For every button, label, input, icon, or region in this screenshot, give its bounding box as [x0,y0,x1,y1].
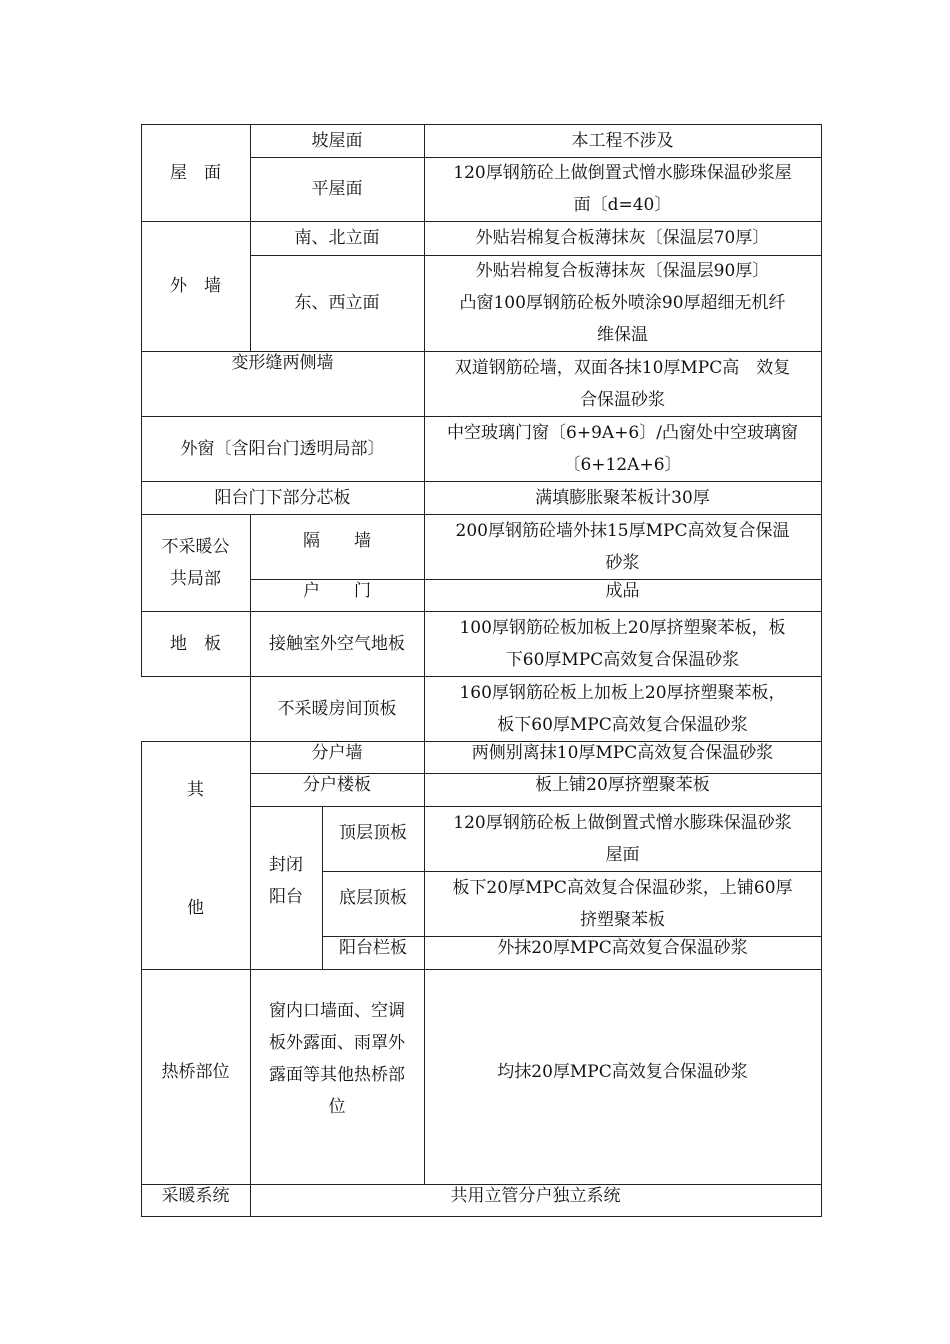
category-wall-label: 外 墙 [170,276,221,296]
item-thermal-bridge-line-3: 露面等其他热桥部 [269,1065,405,1085]
category-window [141,416,424,481]
value-top-slab [424,806,821,871]
value-bottom-slab-line-2: 挤塑聚苯板 [580,909,665,930]
item-slope-roof-label: 坡屋面 [311,130,363,151]
item-unit-floor-label: 分户楼板 [303,775,371,795]
value-deformation-joint-line-1: 双道钢筋砼墙，双面各抹10厚MPC高 效复 [454,357,791,378]
value-heating-system-text: 共用立管分户独立系统 [450,1186,621,1206]
value-window-line-1: 中空玻璃门窗〔6+9A+6〕/凸窗处中空玻璃窗 [447,422,798,443]
item-entrance-door [250,579,424,603]
value-entrance-door-text: 成品 [605,581,640,601]
value-flat-roof-line-2: 面〔d=40〕 [573,195,672,215]
value-unheated-ceiling-line-2: 板下60厚MPC高效复合保温砂浆 [497,714,748,735]
value-partition-wall-line-1: 200厚钢筋砼墙外抹15厚MPC高效复合保温 [455,520,790,541]
value-window-line-2: 〔6+12A+6〕 [563,454,682,475]
value-partition-wall-line-2: 砂浆 [605,552,640,573]
item-thermal-bridge-desc [250,969,424,1149]
item-unit-floor [250,773,424,797]
category-heating-system-label: 采暖系统 [161,1186,230,1206]
category-floor [141,611,250,676]
item-ns-facade-label: 南、北立面 [294,228,380,248]
value-ew-facade [424,255,821,351]
category-other-line-2 [141,892,250,924]
category-floor-label: 地 板 [170,633,221,654]
category-heating-system [141,1184,250,1208]
item-top-slab [322,806,424,860]
item-thermal-bridge-line-2: 板外露面、雨罩外 [269,1033,405,1053]
value-top-slab-line-2: 屋面 [605,844,640,865]
category-other-label-1: 其 [187,780,204,800]
item-enclosed-balcony-line-2: 阳台 [269,887,303,907]
value-balcony-rail [424,936,821,960]
table-border-bottom [141,1216,822,1217]
item-unheated-ceiling-label: 不采暖房间顶板 [277,698,397,719]
value-bottom-slab-line-1: 板下20厚MPC高效复合保温砂浆，上铺60厚 [452,877,793,898]
value-unit-floor-text: 板上铺20厚挤塑聚苯板 [535,775,710,795]
category-other-label-2: 他 [187,898,204,918]
value-ns-facade [424,221,821,255]
value-top-slab-line-1: 120厚钢筋砼板上做倒置式憎水膨珠保温砂浆 [453,812,792,833]
value-slope-roof [424,124,821,157]
item-partition-wall-label: 隔 墙 [303,531,371,551]
value-unit-wall [424,741,821,765]
value-unheated-ceiling-line-1: 160厚钢筋砼板上加板上20厚挤塑聚苯板， [459,682,786,703]
value-slope-roof-text: 本工程不涉及 [571,130,674,151]
item-flat-roof [250,157,424,221]
item-top-slab-label: 顶层顶板 [339,823,407,843]
value-unit-wall-text: 两侧别离抹10厚MPC高效复合保温砂浆 [471,743,774,763]
category-thermal-bridge-label: 热桥部位 [161,1061,230,1082]
value-thermal-bridge-text: 均抹20厚MPC高效复合保温砂浆 [497,1061,748,1082]
item-enclosed-balcony [250,806,322,956]
item-balcony-rail-label: 阳台栏板 [339,938,407,958]
item-balcony-rail [322,936,424,960]
item-slope-roof [250,124,424,157]
value-heating-system [250,1184,821,1208]
value-unheated-ceiling [424,676,821,741]
category-roof-label: 屋 面 [170,162,221,183]
value-ew-facade-line-2: 凸窗100厚钢筋砼板外喷涂90厚超细无机纤 [459,293,786,313]
value-balcony-door-panel [424,481,821,514]
item-enclosed-balcony-line-1: 封闭 [269,855,303,875]
value-deformation-joint-line-2: 合保温砂浆 [580,389,665,410]
value-ew-facade-line-3: 维保温 [597,325,648,345]
item-outdoor-floor [250,611,424,676]
category-unheated-public-line-2: 共局部 [170,568,221,589]
item-flat-roof-label: 平屋面 [311,179,363,199]
item-entrance-door-label: 户 门 [303,581,371,601]
category-unheated-public [141,514,250,611]
value-balcony-door-panel-text: 满填膨胀聚苯板计30厚 [535,487,710,508]
value-balcony-rail-text: 外抹20厚MPC高效复合保温砂浆 [497,938,748,958]
value-thermal-bridge [424,969,821,1174]
item-ew-facade-label: 东、西立面 [294,293,380,313]
item-ns-facade [250,221,424,255]
table-border-right [821,124,822,1217]
category-thermal-bridge [141,969,250,1174]
category-window-label: 外窗〔含阳台门透明局部〕 [180,438,385,459]
value-entrance-door [424,579,821,603]
category-balcony-door-panel [141,481,424,514]
value-flat-roof-line-1: 120厚钢筋砼上做倒置式憎水膨珠保温砂浆屋 [453,163,792,183]
item-unit-wall-label: 分户墙 [311,743,363,763]
value-window [424,416,821,481]
item-bottom-slab-label: 底层顶板 [339,888,407,908]
value-ew-facade-line-1: 外贴岩棉复合板薄抹灰〔保温层90厚〕 [475,261,770,281]
category-wall [141,221,250,351]
item-bottom-slab [322,871,424,925]
item-ew-facade [250,255,424,351]
value-partition-wall [424,514,821,579]
item-partition-wall [250,514,424,568]
value-deformation-joint [424,351,821,416]
item-thermal-bridge-line-4: 位 [328,1097,346,1117]
category-other-line-1 [141,774,250,806]
value-unit-floor [424,773,821,797]
value-bottom-slab [424,871,821,936]
item-unit-wall [250,741,424,765]
category-unheated-public-line-1: 不采暖公 [161,536,230,557]
category-balcony-door-panel-label: 阳台门下部分芯板 [214,487,351,508]
item-thermal-bridge-line-1: 窗内口墙面、空调 [269,1001,405,1021]
category-deformation-joint [141,351,424,375]
value-outdoor-floor-line-2: 下60厚MPC高效复合保温砂浆 [505,649,740,670]
value-flat-roof [424,157,821,221]
category-roof [141,124,250,221]
item-unheated-ceiling [250,676,424,741]
value-outdoor-floor [424,611,821,676]
value-ns-facade-text: 外贴岩棉复合板薄抹灰〔保温层70厚〕 [475,228,770,248]
value-outdoor-floor-line-1: 100厚钢筋砼板加板上20厚挤塑聚苯板，板 [459,617,786,638]
item-outdoor-floor-label: 接触室外空气地板 [269,633,405,654]
category-deformation-joint-label: 变形缝两侧墙 [231,353,334,373]
